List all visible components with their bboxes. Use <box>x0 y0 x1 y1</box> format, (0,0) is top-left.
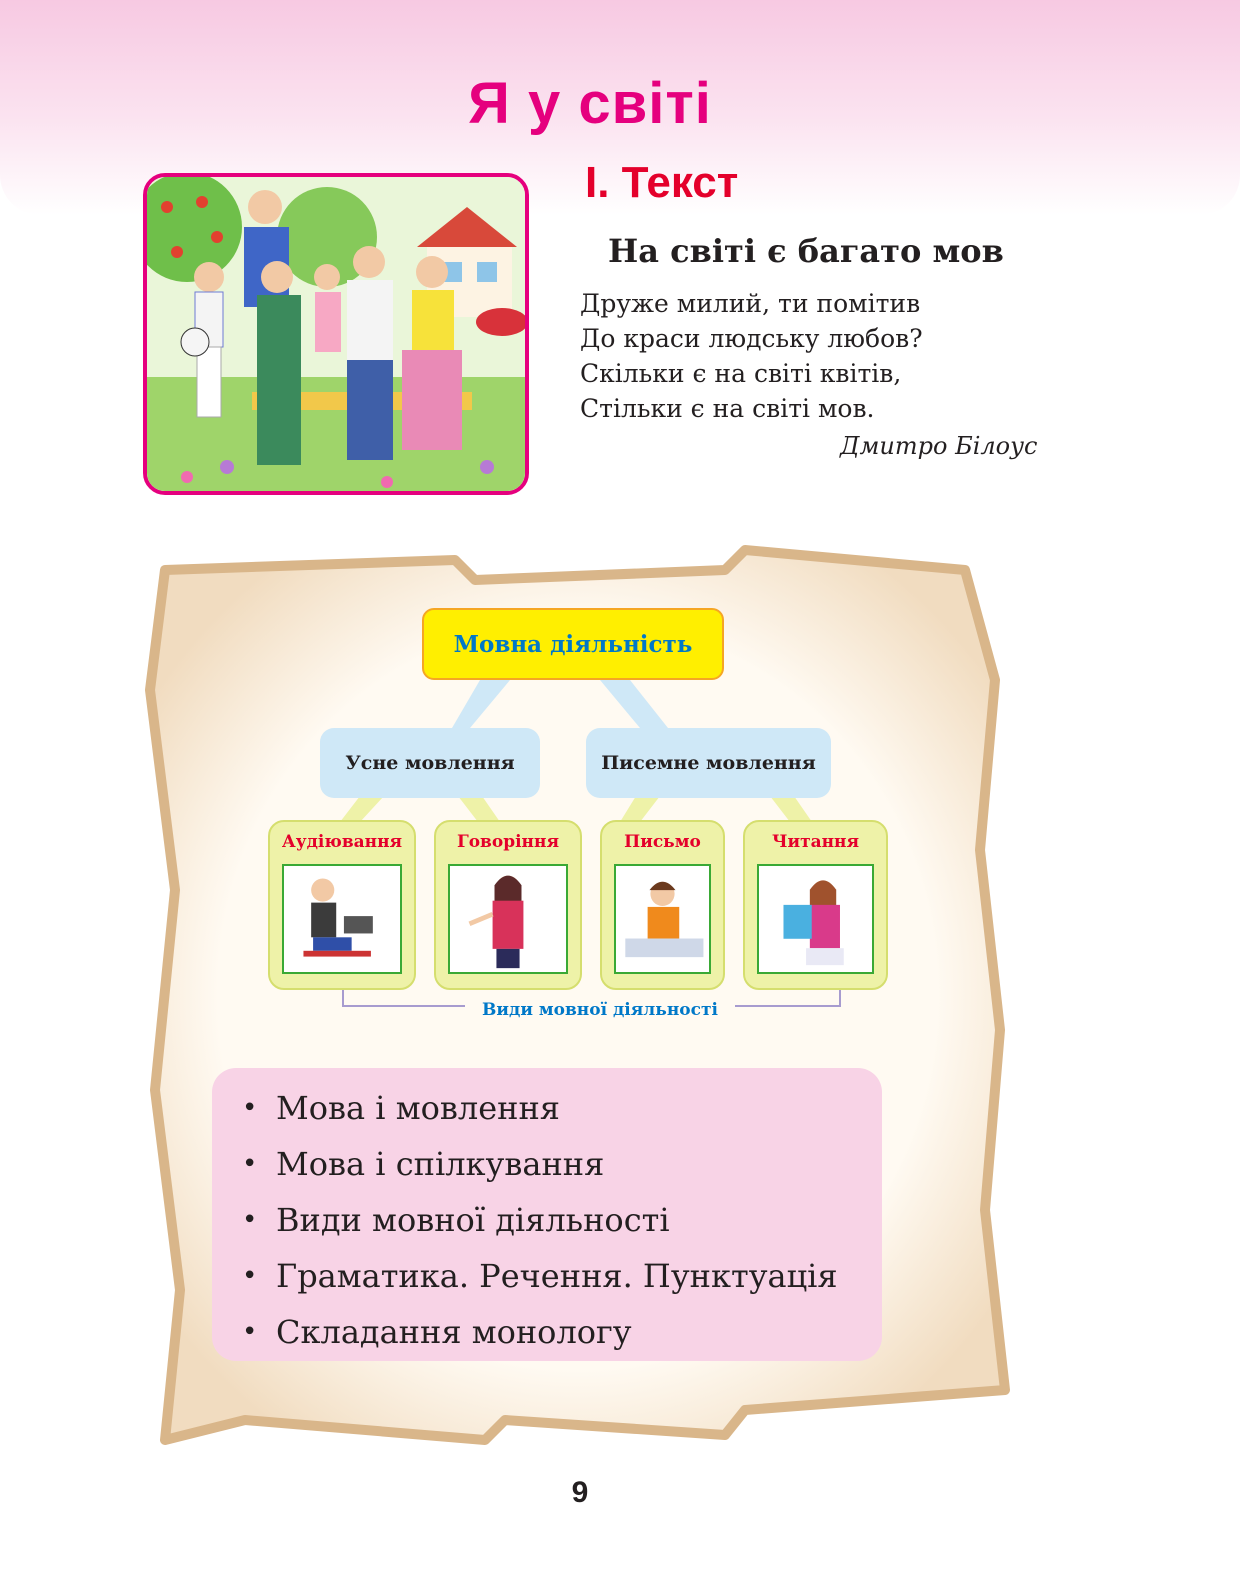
bullet-icon: • <box>242 1093 258 1123</box>
topic-text: Складання монологу <box>276 1313 632 1351</box>
reading-picture <box>757 864 874 974</box>
topic-item <box>242 1136 882 1192</box>
bullet-icon: • <box>242 1317 258 1347</box>
topics-box <box>212 1068 882 1361</box>
activity-card-reading <box>743 820 888 990</box>
diagram-footer-label: Види мовної діяльності <box>482 1000 718 1020</box>
activity-card-writing <box>600 820 725 990</box>
poem-line: Друже милий, ти помітив <box>580 289 921 318</box>
activity-card-listening <box>268 820 416 990</box>
speaking-picture <box>448 864 568 974</box>
listening-picture <box>282 864 402 974</box>
topic-text: Види мовної діяльності <box>276 1201 670 1239</box>
section-title: І. Текст <box>585 158 739 207</box>
activity-label: Аудіювання <box>281 832 403 852</box>
poem-line: Стільки є на світі мов. <box>580 394 875 423</box>
activity-label: Письмо <box>624 832 701 852</box>
poem-line: Скільки є на світі квітів, <box>580 359 902 388</box>
bullet-icon: • <box>242 1149 258 1179</box>
activity-card-speaking <box>434 820 582 990</box>
diagram-root-node: Мовна діяльність <box>422 608 724 680</box>
page-number: 9 <box>571 1476 589 1509</box>
topic-text: Граматика. Речення. Пунктуація <box>276 1257 838 1295</box>
topic-text: Мова і мовлення <box>276 1089 560 1127</box>
topic-text: Мова і спілкування <box>276 1145 605 1183</box>
topic-item <box>242 1304 882 1360</box>
poem-line: До краси людську любов? <box>580 324 923 353</box>
topic-item <box>242 1248 882 1304</box>
bullet-icon: • <box>242 1261 258 1291</box>
unit-title: Я у світі <box>468 71 712 136</box>
poem-author: Дмитро Білоус <box>840 432 1038 460</box>
writing-picture <box>614 864 711 974</box>
activity-label: Говоріння <box>456 832 560 852</box>
bullet-icon: • <box>242 1205 258 1235</box>
diagram-node-oral: Усне мовлення <box>320 728 540 798</box>
topic-item <box>242 1192 882 1248</box>
topic-item <box>242 1080 882 1136</box>
diagram-node-written: Писемне мовлення <box>586 728 831 798</box>
poem-title: На світі є багато мов <box>608 232 1004 270</box>
activity-label: Читання <box>771 832 860 852</box>
